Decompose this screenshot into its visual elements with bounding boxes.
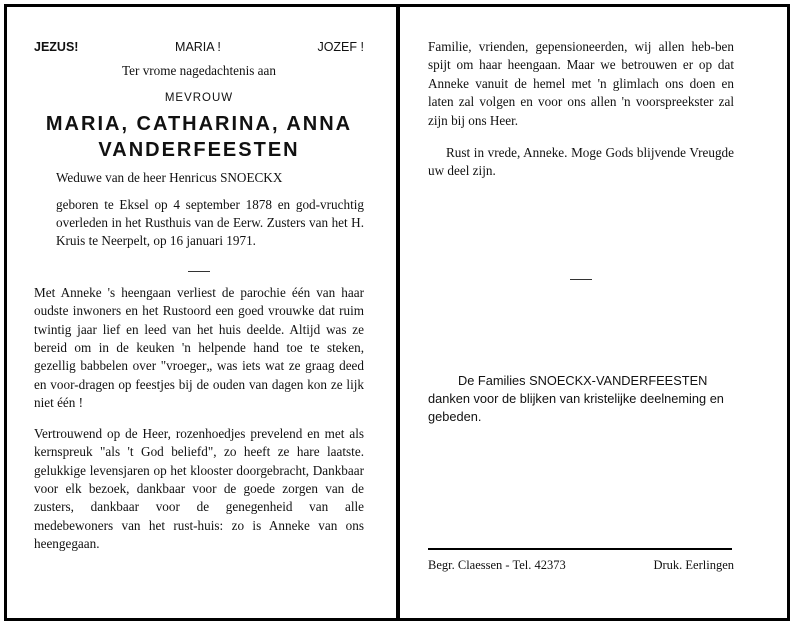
header-maria: MARIA ! bbox=[175, 40, 221, 54]
footer-undertaker: Begr. Claessen - Tel. 42373 bbox=[428, 558, 566, 572]
separator-dash-right bbox=[570, 279, 592, 280]
footer-printer: Druk. Eerlingen bbox=[653, 558, 734, 572]
footer-rule bbox=[428, 548, 732, 550]
header-jozef: JOZEF ! bbox=[317, 40, 364, 54]
intro-text: Ter vrome nagedachtenis aan bbox=[122, 63, 276, 79]
right-paragraph-2: Rust in vrede, Anneke. Moge Gods blijvende Vreugde uw deel zijn. bbox=[428, 145, 734, 179]
bio-text: geboren te Eksel op 4 september 1878 en god-vruchtig overleden in het Rusthuis van de Eerw. Zusters van het H. Kruis te Neerpelt, op 16 januari 1971. bbox=[56, 196, 364, 249]
separator-dash bbox=[188, 271, 210, 272]
footer bbox=[428, 556, 734, 574]
header-jezus: JEZUS! bbox=[34, 40, 79, 54]
thanks-text: danken voor de blijken van kristelijke deelneming en gebeden. bbox=[428, 390, 724, 424]
fold-divider bbox=[396, 4, 400, 621]
header-row bbox=[34, 38, 364, 56]
paragraph-1: Met Anneke 's heengaan verliest de parochie één van haar oudste inwoners en het Rustoord een goed vrouwke dat ruim twintig jaar lief en leed van het huis deelde. Altijd was ze bereid om in de keuken 'n helpende hand toe te steken, gezellig babbelen over "vroeger„ was iets wat ze graag deed en voor-dragen op feestjes bij de ouden van dagen kon ze lijk niet één ! bbox=[34, 284, 364, 411]
right-page bbox=[428, 38, 734, 572]
deceased-name-line1: MARIA, CATHARINA, ANNA bbox=[45, 113, 353, 136]
paragraph-2: Vertrouwend op de Heer, rozenhoedjes prevelend en met als kernspreuk "als 't God beliefd", zo heeft ze hare laatste. gelukkige levensjaren op het klooster doorgebracht, Dankbaar voor elk bezoek, dankbaar voor de goede zorgen van de zusters, dankbaar voor de genegenheid van alle medebewoners van het rust-huis: zo is Anneke van ons heengegaan. bbox=[34, 425, 364, 552]
honorific: MEVROUW bbox=[164, 91, 234, 104]
deceased-name-line2: VANDERFEESTEN bbox=[98, 139, 300, 162]
left-page bbox=[34, 38, 364, 554]
families-line: De Families SNOECKX-VANDERFEESTEN bbox=[458, 372, 708, 388]
right-paragraph-1: Familie, vrienden, gepensioneerden, wij allen heb-ben spijt om haar heengaan. Maar we betrouwen er op dat Anneke vanuit de hemel met 'n glimlach ons doen en laten zal volgen en voor ons allen 'n voorspreekster zal zijn bij ons Heer. bbox=[428, 39, 734, 128]
widow-line: Weduwe van de heer Henricus SNOECKX bbox=[56, 170, 283, 186]
